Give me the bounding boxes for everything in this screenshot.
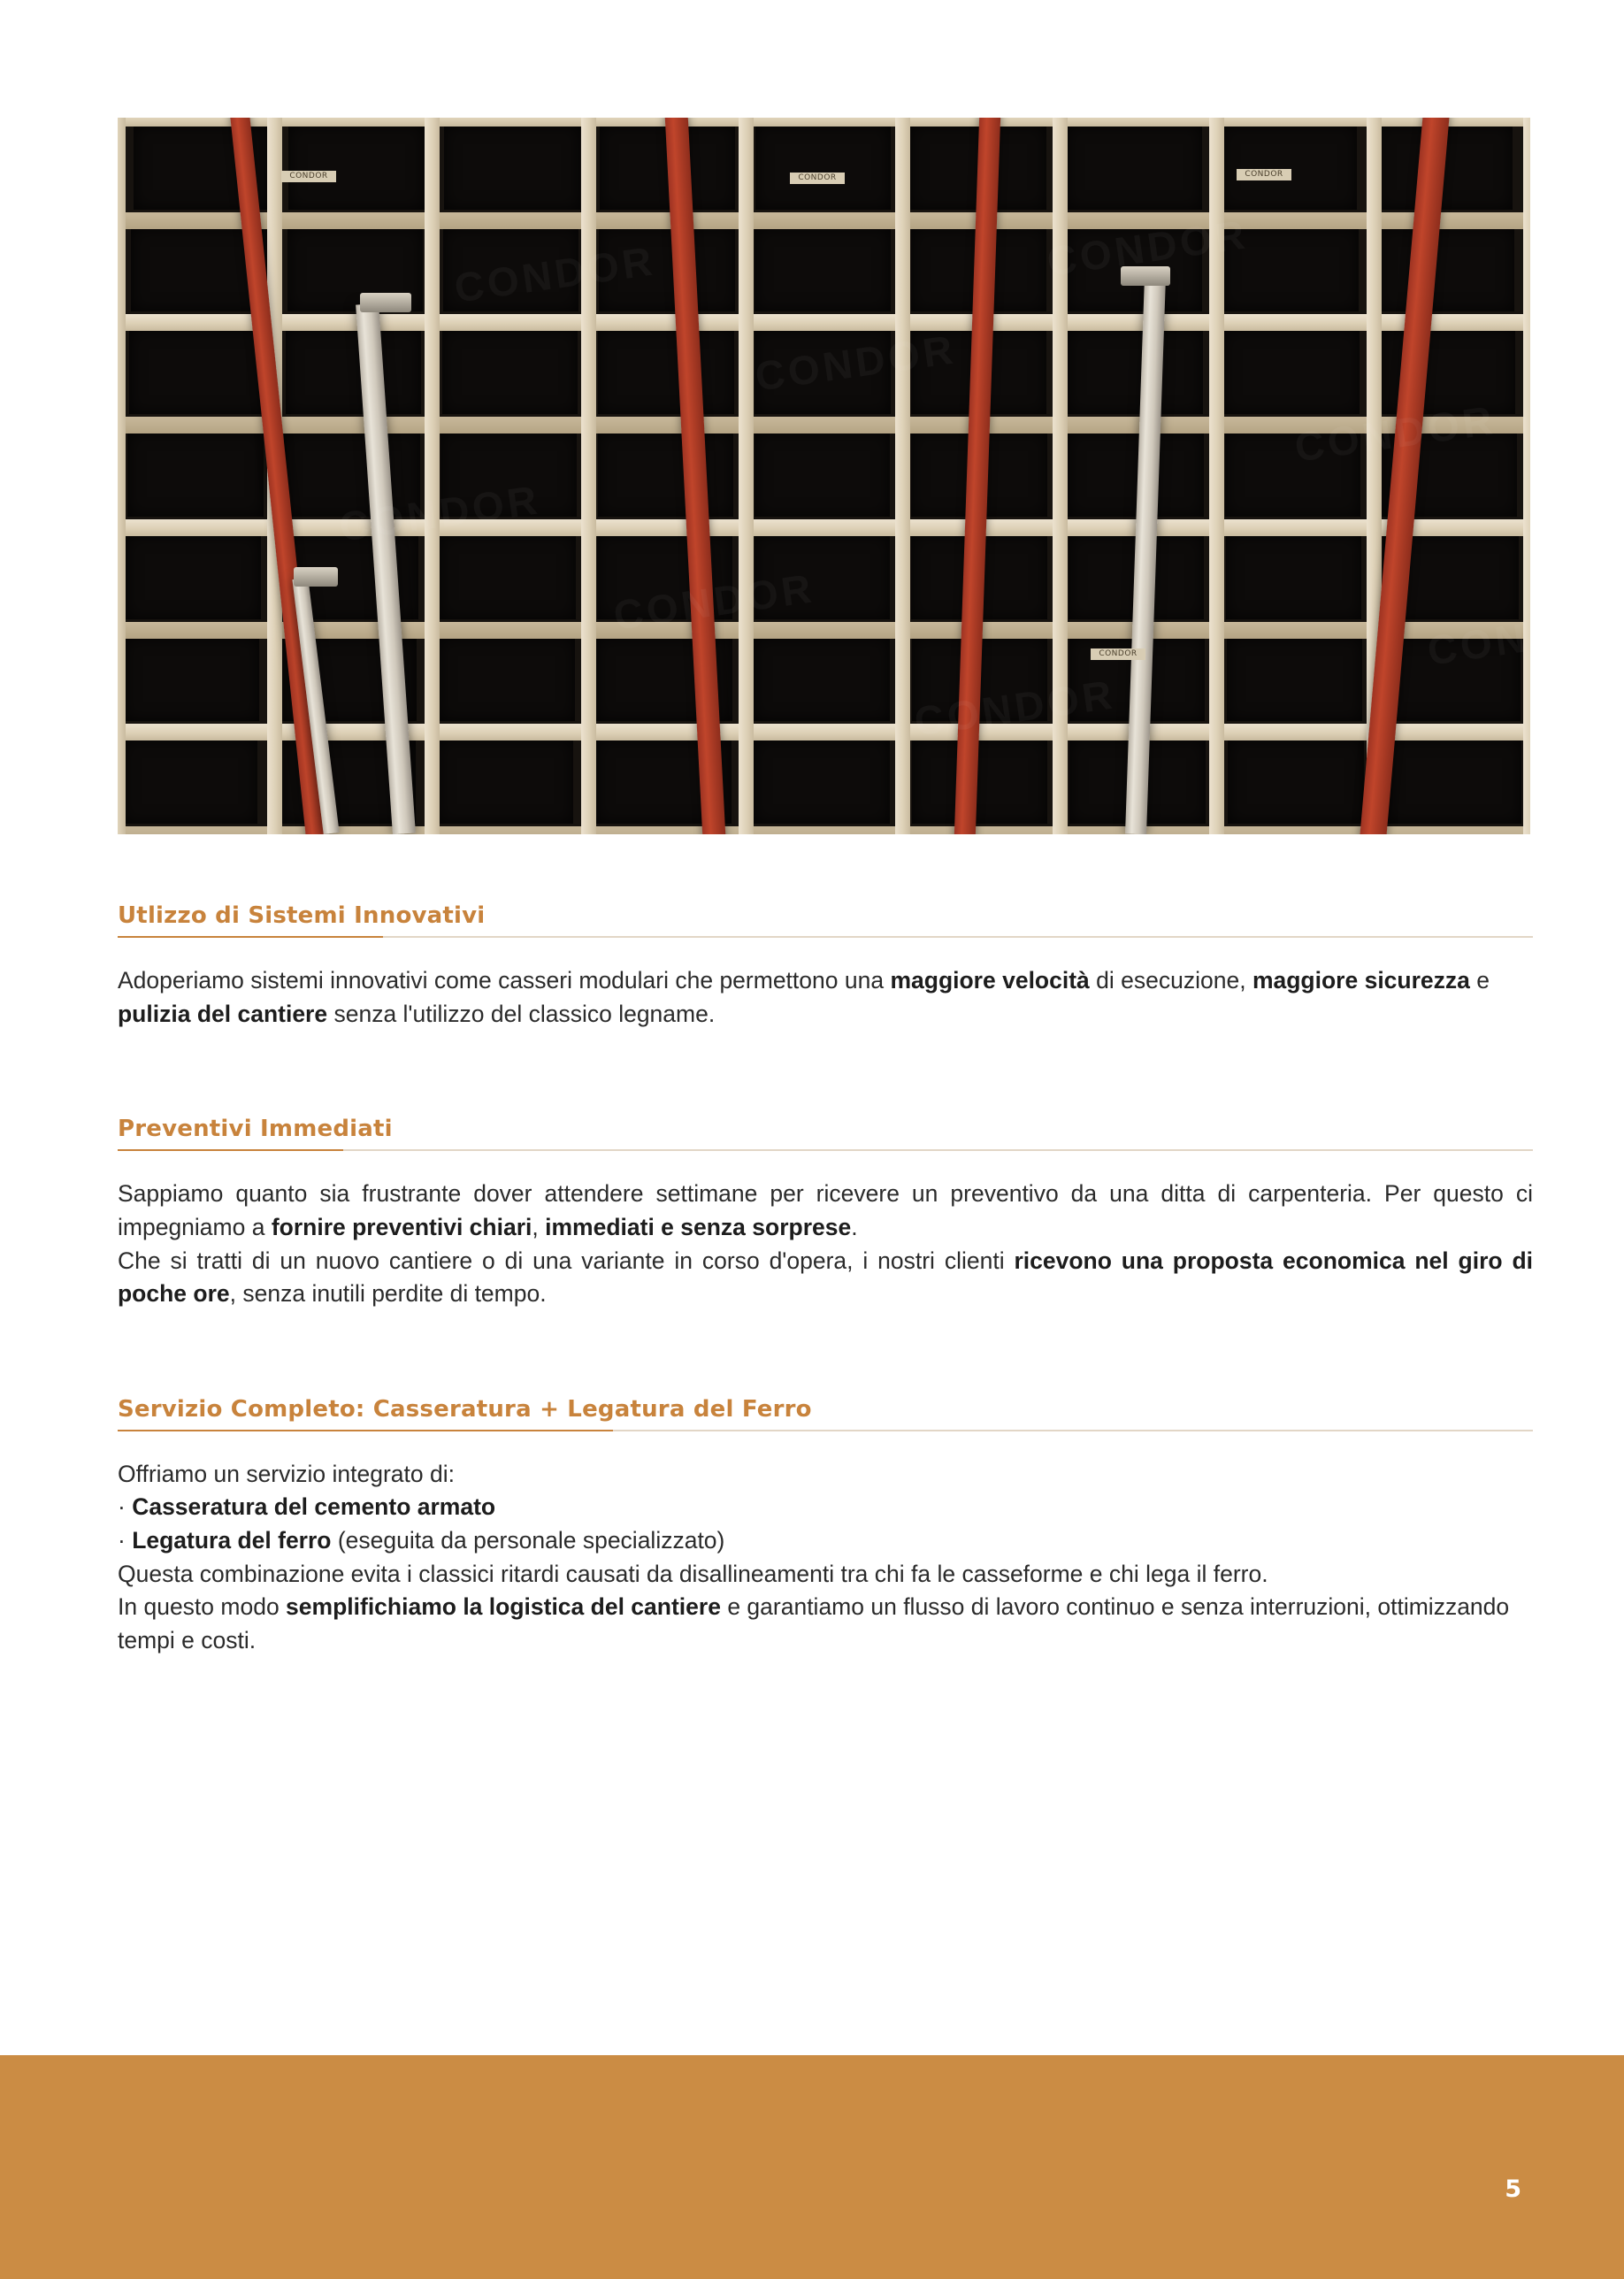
hero-scene — [118, 118, 1530, 834]
ceiling-void — [127, 432, 263, 517]
emphasis-text: pulizia del cantiere — [118, 1000, 328, 1027]
emphasis-text: semplifichiamo la logistica del cantiere — [286, 1593, 721, 1621]
ceiling-void — [442, 329, 578, 414]
emphasis-text: fornire preventivi chiari — [271, 1213, 532, 1240]
ceiling-void — [438, 739, 573, 824]
text-run: Questa combinazione evita i classici ritardi causati da disallineamenti tra chi fa le casseforme e chi lega il ferro. — [118, 1560, 1268, 1587]
formwork-beam-horizontal — [118, 118, 1530, 127]
section-spacer — [118, 1031, 1533, 1116]
text-run: senza l'utilizzo del classico legname. — [327, 1000, 716, 1027]
ceiling-void — [286, 329, 421, 414]
hero-image-formwork-ceiling — [118, 118, 1530, 834]
text-run: di esecuzione, — [1089, 967, 1252, 994]
ceiling-void — [755, 227, 890, 312]
ceiling-void — [1068, 329, 1203, 414]
section-title: Servizio Completo: Casseratura + Legatura del Ferro — [118, 1395, 812, 1423]
formwork-beam-vertical — [425, 118, 440, 834]
emphasis-text: immediati e senza sorprese — [545, 1213, 852, 1240]
paragraph — [118, 1491, 1533, 1524]
paragraph — [118, 1524, 1533, 1558]
emphasis-text: Casseratura del cemento armato — [132, 1493, 496, 1521]
section-2 — [118, 1116, 1533, 1311]
ceiling-void — [1378, 227, 1513, 312]
ceiling-void — [126, 534, 261, 619]
ceiling-void — [129, 329, 264, 414]
ceiling-void — [439, 637, 574, 722]
section-divider — [118, 1149, 1533, 1151]
ceiling-void — [1066, 125, 1201, 210]
formwork-brand-tag: CONDOR — [1091, 648, 1145, 660]
text-run: Adoperiamo sistemi innovativi come casseri modulari che permettono una — [118, 967, 891, 994]
text-run: Offriamo un servizio integrato di: — [118, 1460, 455, 1487]
text-run: (eseguita da personale specializzato) — [331, 1527, 725, 1554]
formwork-brand-tag: CONDOR — [281, 171, 336, 182]
text-run: Che si tratti di un nuovo cantiere o di una variante in corso d'opera, i nostri clienti — [118, 1247, 1015, 1274]
text-run: In questo modo — [118, 1593, 287, 1621]
emphasis-text: ricevono una proposta economica nel giro di poche ore — [118, 1247, 1533, 1308]
text-run: e garantiamo un flusso di lavoro continuo e senza interruzioni, ottimizzando tempi e costi. — [118, 1593, 1510, 1654]
text-run: , — [532, 1213, 546, 1240]
ceiling-void — [122, 739, 257, 824]
ceiling-void — [288, 125, 424, 210]
paragraph — [118, 1458, 1533, 1492]
ceiling-void — [598, 432, 733, 517]
formwork-beam-horizontal — [118, 622, 1530, 639]
formwork-beam-vertical — [1523, 118, 1530, 834]
paragraph — [118, 1245, 1533, 1311]
ceiling-void — [754, 739, 889, 824]
section-title: Utlizzo di Sistemi Innovativi — [118, 902, 486, 929]
section-1 — [118, 902, 1533, 1031]
formwork-beam-horizontal — [118, 519, 1530, 536]
prop-head-plate — [360, 293, 411, 312]
text-run: e — [1469, 967, 1490, 994]
ceiling-void — [1226, 534, 1361, 619]
text-run: · — [118, 1527, 133, 1554]
ceiling-void — [1222, 125, 1357, 210]
section-spacer — [118, 1311, 1533, 1396]
paragraph — [118, 1558, 1533, 1592]
ceiling-void — [755, 125, 891, 210]
ceiling-void — [1223, 329, 1359, 414]
formwork-beam-horizontal — [118, 212, 1530, 229]
ceiling-void — [912, 739, 1047, 824]
section-divider-accent — [118, 1430, 613, 1431]
text-run: · — [118, 1493, 133, 1521]
emphasis-text: maggiore sicurezza — [1252, 967, 1470, 994]
ceiling-void — [440, 534, 575, 619]
paragraph — [118, 964, 1533, 1031]
ceiling-void — [1386, 739, 1521, 824]
emphasis-text: Legatura del ferro — [132, 1527, 332, 1554]
section-divider-accent — [118, 1149, 343, 1151]
text-run: , senza inutili perdite di tempo. — [229, 1280, 547, 1308]
section-divider — [118, 1430, 1533, 1431]
ceiling-void — [1228, 739, 1363, 824]
ceiling-void — [124, 637, 259, 722]
text-run: Sappiamo quanto sia frustrante dover attendere settimane per ricevere un preventivo da una ditta di carpenteria. Per questo ci impegniamo a — [118, 1180, 1533, 1240]
page-number: 5 — [1505, 2175, 1521, 2203]
formwork-brand-tag: CONDOR — [1237, 169, 1291, 180]
section-3 — [118, 1396, 1533, 1658]
section-divider-accent — [118, 936, 383, 938]
formwork-beam-horizontal — [118, 724, 1530, 740]
ceiling-void — [598, 329, 733, 414]
formwork-beam-vertical — [895, 118, 910, 834]
formwork-brand-tag: CONDOR — [790, 173, 845, 184]
emphasis-text: maggiore velocità — [890, 967, 1090, 994]
ceiling-void — [444, 125, 579, 210]
text-run: . — [851, 1213, 858, 1240]
formwork-beam-vertical — [118, 118, 126, 834]
page-footer — [0, 2055, 1624, 2279]
ceiling-void — [755, 432, 890, 517]
paragraph — [118, 1591, 1533, 1657]
formwork-beam-horizontal — [118, 314, 1530, 331]
section-title: Preventivi Immediati — [118, 1116, 393, 1143]
formwork-beam-vertical — [739, 118, 754, 834]
ceiling-void — [754, 637, 889, 722]
formwork-beam-vertical — [581, 118, 596, 834]
prop-head-plate — [294, 567, 338, 587]
article-content — [118, 902, 1533, 1658]
ceiling-void — [1227, 637, 1362, 722]
paragraph — [118, 1178, 1533, 1244]
section-divider — [118, 936, 1533, 938]
formwork-beam-vertical — [1053, 118, 1068, 834]
